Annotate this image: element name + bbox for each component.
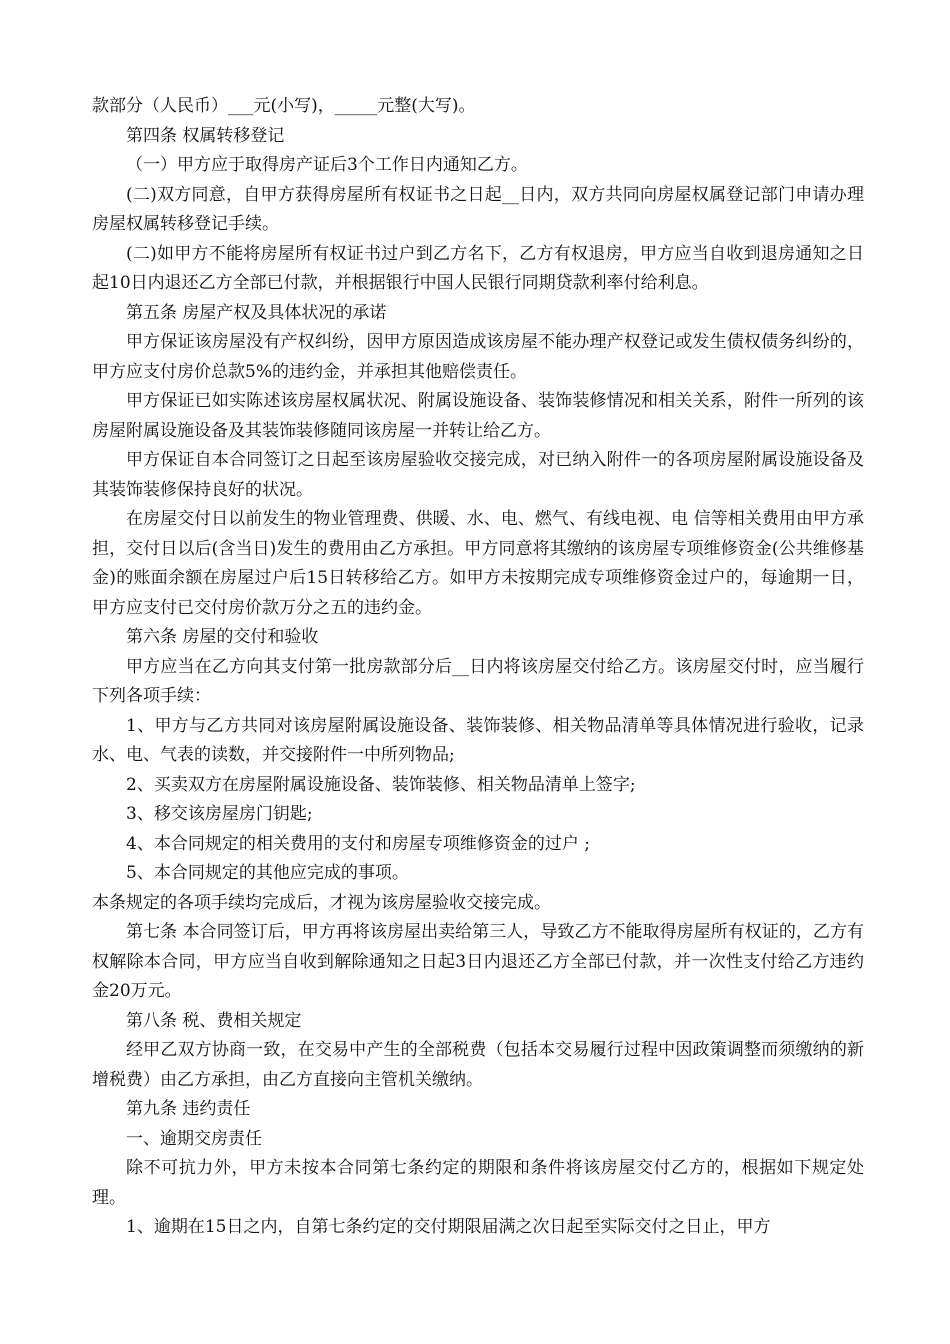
paragraph: 除不可抗力外，甲方未按本合同第七条约定的期限和条件将该房屋交付乙方的，根据如下规定处理。 <box>92 1158 864 1208</box>
list-item: 3、移交该房屋房门钥匙; <box>126 804 313 824</box>
paragraph: 甲方应当在乙方向其支付第一批房款部分后__日内将该房屋交付给乙方。该房屋交付时，应当履行下列各项手续： <box>92 656 864 706</box>
paragraph: 本条规定的各项手续均完成后，才视为该房屋验收交接完成。 <box>92 892 551 913</box>
contract-body <box>92 92 864 1243</box>
section-heading: 第六条 房屋的交付和验收 <box>126 627 319 647</box>
paragraph: 甲方保证该房屋没有产权纠纷，因甲方原因造成该房屋不能办理产权登记或发生债权债务纠纷的，甲方应支付房价总款5%的违约金，并承担其他赔偿责任。 <box>92 332 864 382</box>
paragraph: 经甲乙双方协商一致，在交易中产生的全部税费（包括本交易履行过程中因政策调整而须缴纳的新增税费）由乙方承担，由乙方直接向主管机关缴纳。 <box>92 1040 864 1090</box>
list-item: 5、本合同规定的其他应完成的事项。 <box>126 863 409 883</box>
subsection-heading: 一、逾期交房责任 <box>126 1128 262 1149</box>
section-heading: 第四条 权属转移登记 <box>126 125 285 146</box>
list-item: 2、买卖双方在房屋附属设施设备、装饰装修、相关物品清单上签字; <box>126 774 636 795</box>
paragraph: (二)如甲方不能将房屋所有权证书过户到乙方名下，乙方有权退房，甲方应当自收到退房通知之日起10日内退还乙方全部已付款，并根据银行中国人民银行同期贷款利率付给利息。 <box>92 243 864 293</box>
section-heading: 第八条 税、费相关规定 <box>126 1010 302 1031</box>
paragraph: (二)双方同意，自甲方获得房屋所有权证书之日起__日内，双方共同向房屋权属登记部门申请办理房屋权属转移登记手续。 <box>92 184 864 234</box>
list-item: 1、逾期在15日之内，自第七条约定的交付期限届满之次日起至实际交付之日止，甲方 <box>126 1217 771 1237</box>
paragraph: 第七条 本合同签订后，甲方再将该房屋出卖给第三人，导致乙方不能取得房屋所有权证的，乙方有权解除本合同，甲方应当自收到解除通知之日起3日内退还乙方全部已付款，并一次性支付给乙方违约金20万元。 <box>92 922 864 1001</box>
section-heading: 第五条 房屋产权及具体状况的承诺 <box>126 302 387 323</box>
paragraph: 款部分（人民币）___元(小写)，_____元整(大写)。 <box>92 96 476 116</box>
list-item: 1、甲方与乙方共同对该房屋附属设施设备、装饰装修、相关物品清单等具体情况进行验收，记录水、电、气表的读数，并交接附件一中所列物品; <box>92 715 864 765</box>
list-item: 4、本合同规定的相关费用的支付和房屋专项维修资金的过户 ; <box>126 833 590 854</box>
paragraph: 在房屋交付日以前发生的物业管理费、供暖、水、电、燃气、有线电视、电 信等相关费用由甲方承担，交付日以后(含当日)发生的费用由乙方承担。甲方同意将其缴纳的该房屋专项维修资金(公共维修基金)的账面余额在房屋过户后15日转移给乙方。如甲方未按期完成专项维修资金过户的，每逾期一日，甲方应支付已交付房价款万分之五的违约金。 <box>92 509 864 618</box>
section-heading: 第九条 违约责任 <box>126 1099 251 1119</box>
paragraph: 甲方保证已如实陈述该房屋权属状况、附属设施设备、装饰装修情况和相关关系，附件一所列的该房屋附属设施设备及其装饰装修随同该房屋一并转让给乙方。 <box>92 391 864 441</box>
paragraph: （一）甲方应于取得房产证后3个工作日内通知乙方。 <box>126 155 528 175</box>
paragraph: 甲方保证自本合同签订之日起至该房屋验收交接完成，对已纳入附件一的各项房屋附属设施设备及其装饰装修保持良好的状况。 <box>92 450 864 500</box>
